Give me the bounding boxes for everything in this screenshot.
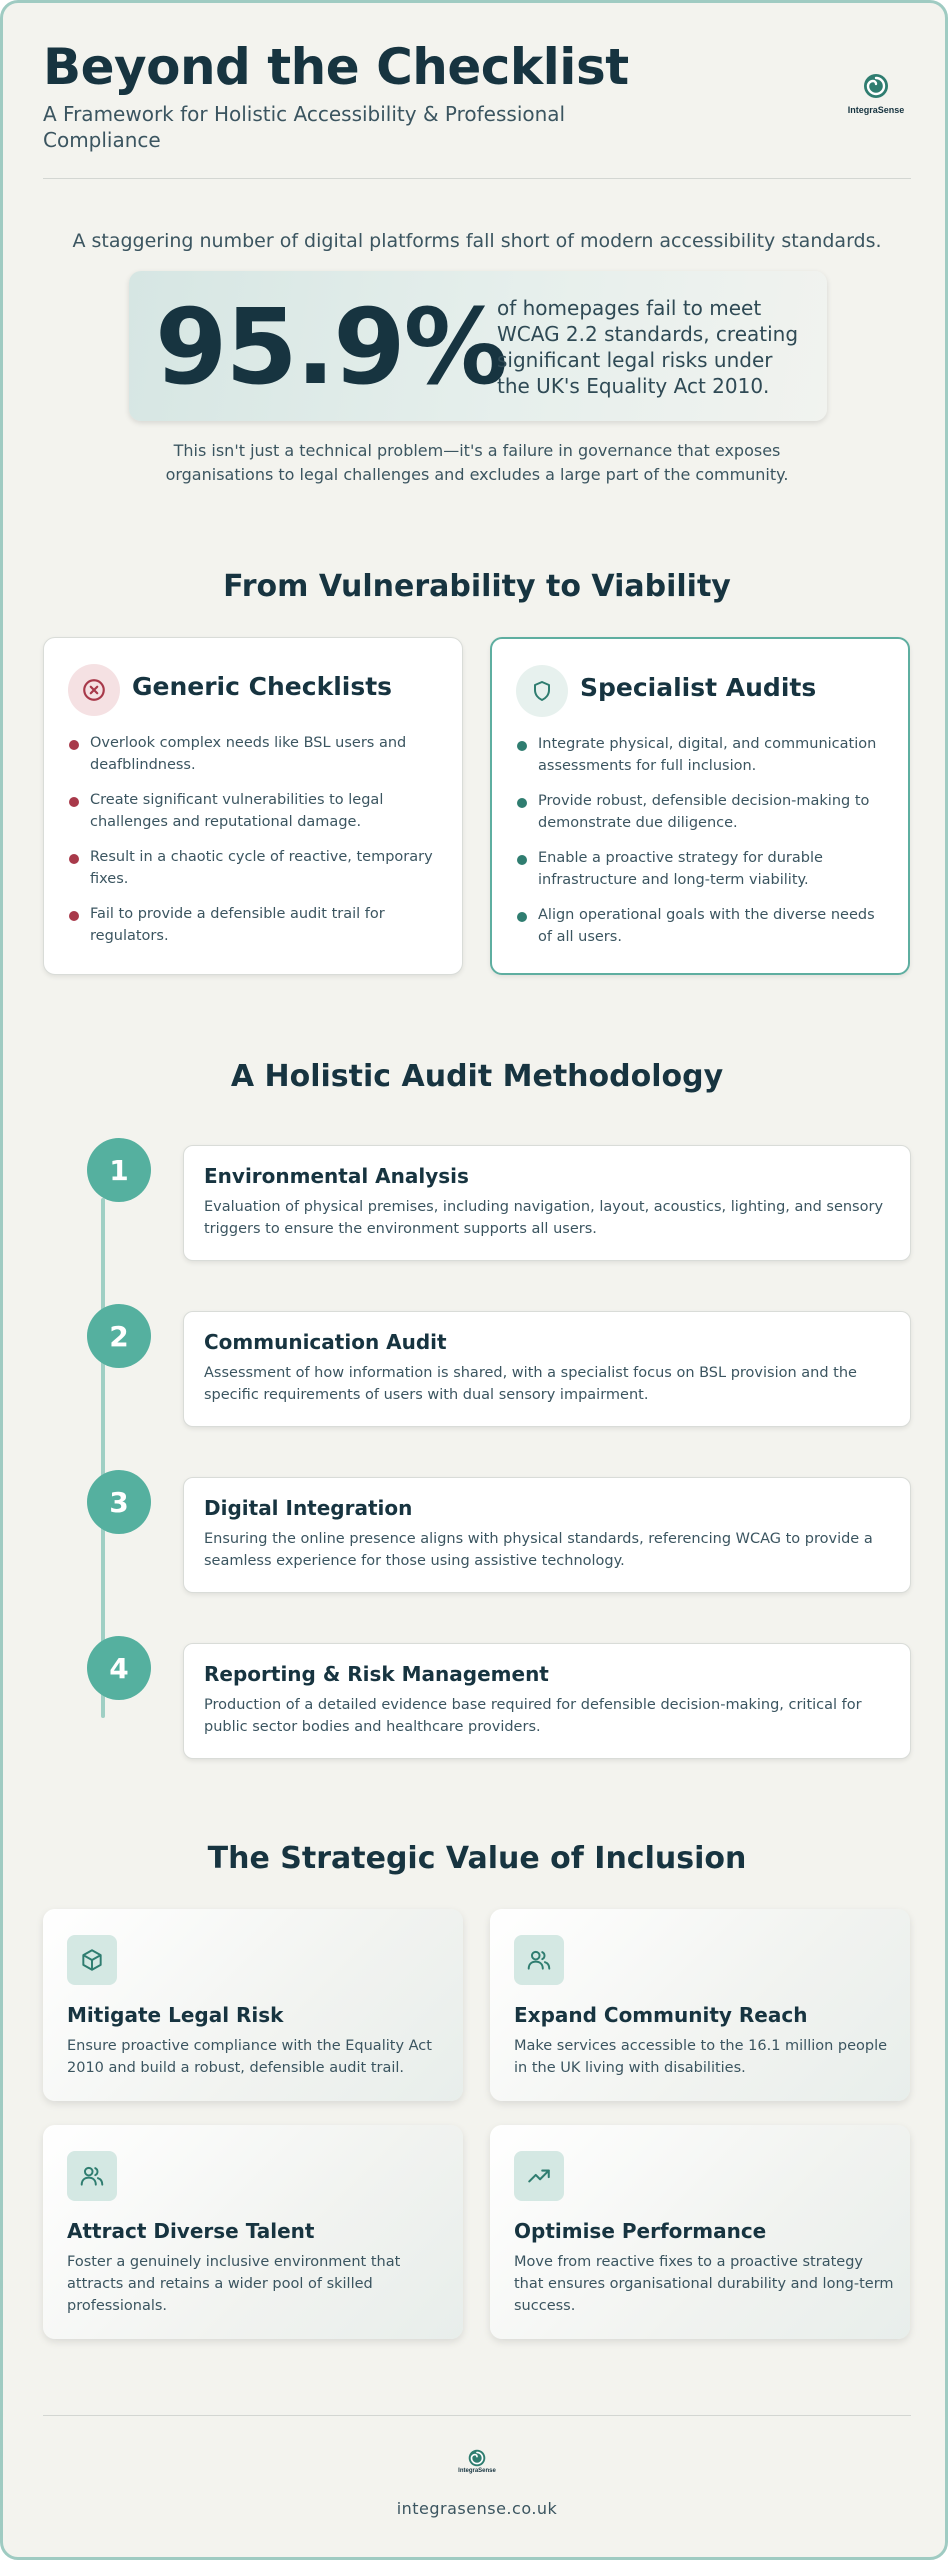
specialist-audits-title: Specialist Audits [580,673,817,702]
step-number-1: 1 [87,1138,151,1202]
list-item: Align operational goals with the diverse needs of all users. [516,904,886,948]
value-card-optimise-performance [490,2125,910,2339]
users-icon-badge [514,1935,564,1985]
trending-up-icon [526,2163,552,2189]
shield-icon-badge [516,665,568,717]
stat-number: 95.9% [155,286,506,408]
value-card-expand-community-reach [490,1909,910,2101]
footer-divider [43,2415,911,2416]
value-card-mitigate-legal-risk [43,1909,463,2101]
step-title: Digital Integration [204,1496,413,1520]
step-card-environmental-analysis [183,1145,911,1261]
generic-checklists-title: Generic Checklists [132,672,393,701]
value-card-description: Move from reactive fixes to a proactive strategy that ensures organisational durability and long-term success. [514,2254,894,2314]
generic-checklists-list [68,732,438,960]
value-card-title: Mitigate Legal Risk [67,2003,284,2027]
list-item: Provide robust, defensible decision-making to demonstrate due diligence. [516,790,886,834]
users-icon [526,1947,552,1973]
list-item: Create significant vulnerabilities to legal challenges and reputational damage. [68,789,438,833]
users-icon-badge [67,2151,117,2201]
step-card-reporting-risk-management [183,1643,911,1759]
specialist-audits-card [490,637,910,975]
header-divider [43,178,911,179]
value-card-title: Expand Community Reach [514,2003,808,2027]
value-card-title: Attract Diverse Talent [67,2219,315,2243]
value-card-description: Foster a genuinely inclusive environment that attracts and retains a wider pool of skilled professionals. [67,2254,401,2314]
generic-checklists-card [43,637,463,975]
cube-icon-badge [67,1935,117,1985]
value-card-title: Optimise Performance [514,2219,767,2243]
list-item: Fail to provide a defensible audit trail for regulators. [68,903,438,947]
methodology-title: A Holistic Audit Methodology [230,1059,724,1094]
footer-logo-text: IntegraSense [458,2468,496,2474]
footer-logo [457,2449,497,2474]
spiral-logo-icon [863,73,889,99]
step-card-digital-integration [183,1477,911,1593]
stat-card [129,271,827,421]
list-item: Integrate physical, digital, and communication assessments for full inclusion. [516,733,886,777]
stat-intro: A staggering number of digital platforms fall short of modern accessibility standards. [72,230,882,252]
brand-logo-text: IntegraSense [847,105,905,115]
stat-footnote: This isn't just a technical problem—it's a failure in governance that exposes organisations to legal challenges and excludes a large part of the community. [165,441,789,484]
step-description: Production of a detailed evidence base required for defensible decision-making, critical for public sector bodies and healthcare providers. [204,1697,862,1735]
value-card-description: Ensure proactive compliance with the Equality Act 2010 and build a robust, defensible audit trail. [67,2038,432,2076]
specialist-audits-list [516,733,886,961]
footer-website-url[interactable]: integrasense.co.uk [396,2499,558,2518]
trending-up-icon-badge [514,2151,564,2201]
step-number-4: 4 [87,1636,151,1700]
shield-icon [530,679,554,703]
comparison-title: From Vulnerability to Viability [223,569,731,604]
x-circle-icon [81,677,107,703]
page-title: Beyond the Checklist [43,38,629,96]
step-title: Environmental Analysis [204,1164,469,1188]
x-circle-icon-badge [68,664,120,716]
header [43,39,911,153]
cube-icon [79,1947,105,1973]
stat-text: of homepages fail to meet WCAG 2.2 standards, creating significant legal risks under the UK's Equality Act 2010. [497,296,799,398]
step-card-communication-audit [183,1311,911,1427]
users-icon [79,2163,105,2189]
value-title: The Strategic Value of Inclusion [207,1841,747,1876]
brand-logo [841,73,911,115]
step-description: Ensuring the online presence aligns with physical standards, referencing WCAG to provide a seamless experience for those using assistive technology. [204,1531,873,1569]
list-item: Overlook complex needs like BSL users and deafblindness. [68,732,438,776]
list-item: Result in a chaotic cycle of reactive, temporary fixes. [68,846,438,890]
value-card-description: Make services accessible to the 16.1 million people in the UK living with disabilities. [514,2038,888,2076]
step-number-2: 2 [87,1304,151,1368]
step-number-3: 3 [87,1470,151,1534]
spiral-logo-icon [468,2449,486,2467]
list-item: Enable a proactive strategy for durable infrastructure and long-term viability. [516,847,886,891]
step-title: Reporting & Risk Management [204,1662,549,1686]
step-title: Communication Audit [204,1330,447,1354]
step-description: Assessment of how information is shared, with a specialist focus on BSL provision and the specific requirements of users with dual sensory impairment. [204,1365,857,1403]
page-subtitle: A Framework for Holistic Accessibility & Professional Compliance [43,102,566,152]
value-card-attract-diverse-talent [43,2125,463,2339]
step-description: Evaluation of physical premises, including navigation, layout, acoustics, lighting, and sensory triggers to ensure the environment supports all users. [204,1199,884,1237]
